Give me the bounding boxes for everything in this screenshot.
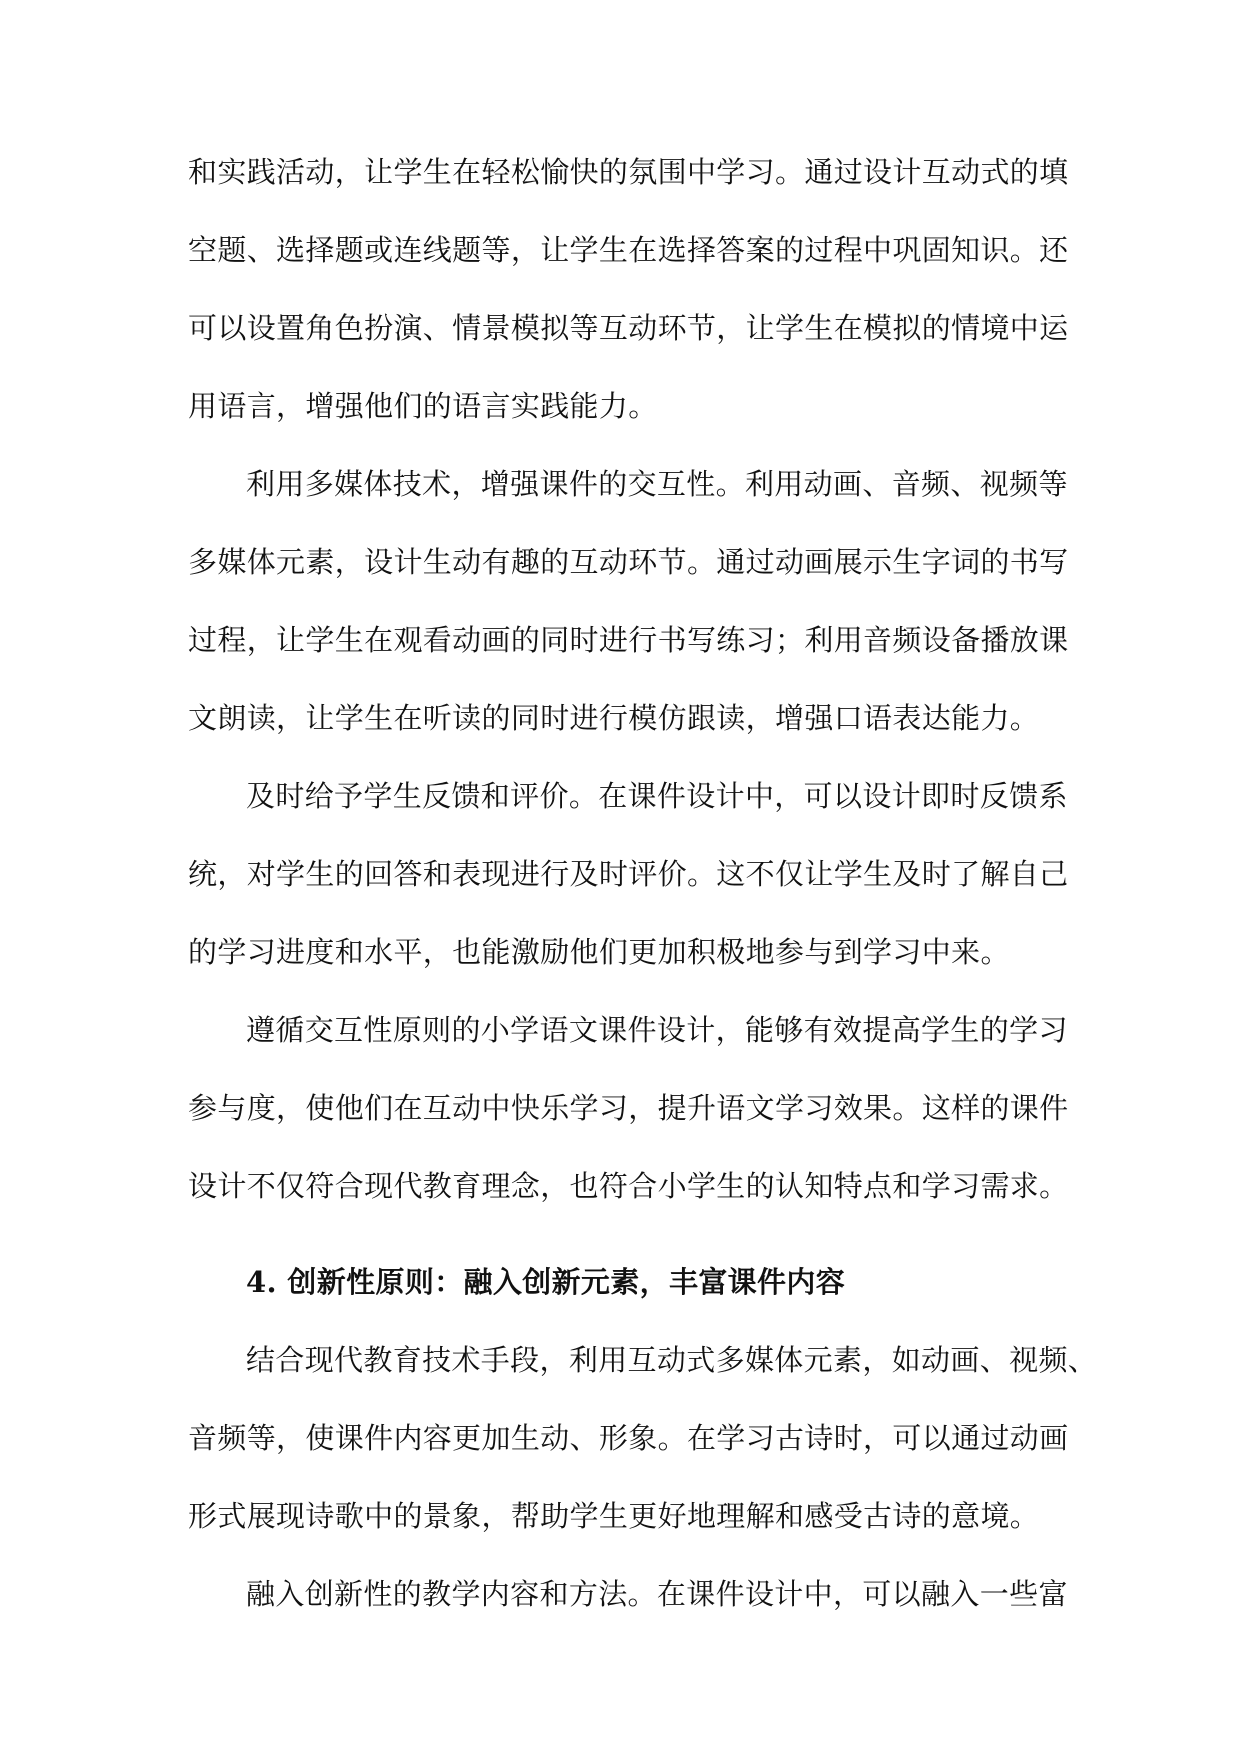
paragraph-line: 设计不仅符合现代教育理念，也符合小学生的认知特点和学习需求。	[188, 1169, 1069, 1203]
paragraph-line: 结合现代教育技术手段，利用互动式多媒体元素，如动画、视频、	[246, 1343, 1098, 1377]
section-heading: 4. 创新性原则：融入创新元素，丰富课件内容	[246, 1265, 846, 1299]
paragraph-line: 多媒体元素，设计生动有趣的互动环节。通过动画展示生字词的书写	[188, 545, 1069, 579]
paragraph-line: 音频等，使课件内容更加生动、形象。在学习古诗时，可以通过动画	[188, 1421, 1069, 1455]
paragraph-line: 遵循交互性原则的小学语文课件设计，能够有效提高学生的学习	[246, 1013, 1068, 1047]
paragraph-line: 形式展现诗歌中的景象，帮助学生更好地理解和感受古诗的意境。	[188, 1499, 1040, 1533]
paragraph-line: 利用多媒体技术，增强课件的交互性。利用动画、音频、视频等	[246, 467, 1068, 501]
paragraph-line: 空题、选择题或连线题等，让学生在选择答案的过程中巩固知识。还	[188, 233, 1069, 267]
paragraph-line: 用语言，增强他们的语言实践能力。	[188, 389, 658, 423]
paragraph-line: 和实践活动，让学生在轻松愉快的氛围中学习。通过设计互动式的填	[188, 155, 1069, 189]
paragraph-line: 文朗读，让学生在听读的同时进行模仿跟读，增强口语表达能力。	[188, 701, 1040, 735]
paragraph-line: 及时给予学生反馈和评价。在课件设计中，可以设计即时反馈系	[246, 779, 1068, 813]
paragraph-line: 可以设置角色扮演、情景模拟等互动环节，让学生在模拟的情境中运	[188, 311, 1069, 345]
paragraph-line: 融入创新性的教学内容和方法。在课件设计中，可以融入一些富	[246, 1577, 1068, 1611]
paragraph-line: 过程，让学生在观看动画的同时进行书写练习；利用音频设备播放课	[188, 623, 1069, 657]
paragraph-line: 的学习进度和水平，也能激励他们更加积极地参与到学习中来。	[188, 935, 1010, 969]
paragraph-line: 统，对学生的回答和表现进行及时评价。这不仅让学生及时了解自己	[188, 857, 1069, 891]
paragraph-line: 参与度，使他们在互动中快乐学习，提升语文学习效果。这样的课件	[188, 1091, 1069, 1125]
